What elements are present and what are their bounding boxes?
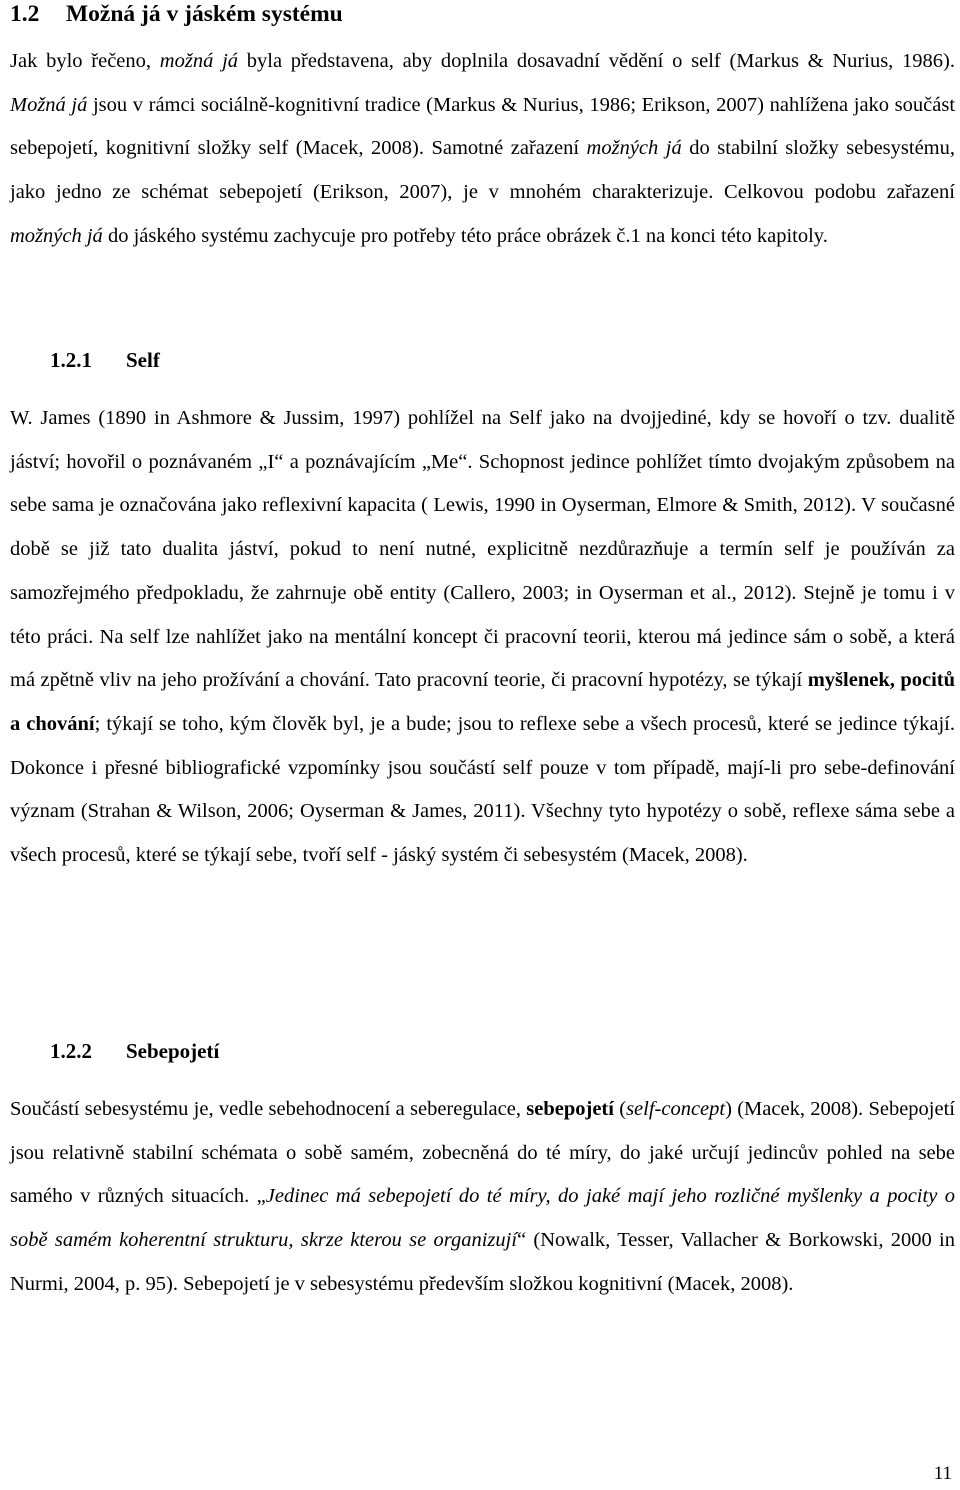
page-number: 11	[933, 1463, 952, 1484]
section-number: 1.2	[10, 1, 40, 27]
bold-term: myšlenek, pocitů a chování	[10, 669, 955, 735]
body-paragraph-sebepojeti: Součástí sebesystému je, vedle sebehodnocení a seberegulace, sebepojetí (self-concept) (Macek, 2008). Sebepojetí jsou relativně stabilní schémata o sobě samém, zobecněná do té míry, do jaké určují jedincův pohled na sebe samého v různých situacích. „Jedinec má sebepojetí do té míry, do jaké mají jeho rozličné myšlenky a pocity o sobě samém koherentní strukturu, skrze kterou se organizují“ (Nowalk, Tesser, Vallacher & Borkowski, 2000 in Nurmi, 2004, p. 95). Sebepojetí je v sebesystému především složkou kognitivní (Macek, 2008).	[10, 1098, 955, 1295]
subsection-number: 1.2.1	[50, 348, 92, 372]
emphasis-term: možných já	[586, 137, 682, 160]
quotation: Jedinec má sebepojetí do té míry, do jaké mají jeho rozličné myšlenky a pocity o sobě samém koherentní strukturu, skrze kterou se organizují	[10, 1185, 955, 1252]
emphasis-term: možných já	[10, 224, 103, 247]
emphasis-term: Možná já	[10, 93, 88, 116]
section-heading	[10, 0, 343, 29]
subsection-title: Self	[126, 348, 160, 372]
subsection-title: Sebepojetí	[126, 1039, 220, 1063]
body-paragraph-possible-selves: Jak bylo řečeno, možná já byla představena, aby doplnila dosavadní vědění o self (Markus & Nurius, 1986). Možná já jsou v rámci sociálně-kognitivní tradice (Markus & Nurius, 1986; Erikson, 2007) nahlížena jako součást sebepojetí, kognitivní složky self (Macek, 2008). Samotné zařazení možných já do stabilní složky sebesystému, jako jedno ze schémat sebepojetí (Erikson, 2007), je v mnohém charakterizuje. Celkovou podobu zařazení možných já do jáského systému zachycuje pro potřeby této práce obrázek č.1 na konci této kapitoly.	[10, 50, 956, 247]
subsection-heading-sebepojeti	[50, 1037, 219, 1065]
emphasis-term: možná já	[159, 50, 239, 72]
bold-term: sebepojetí	[526, 1098, 614, 1120]
subsection-number: 1.2.2	[50, 1039, 92, 1063]
section-title: Možná já v jáském systému	[66, 1, 343, 27]
body-paragraph-self: W. James (1890 in Ashmore & Jussim, 1997) pohlížel na Self jako na dvojjediné, kdy se hovoří o tzv. dualitě jáství; hovořil o poznávaném „I“ a poznávajícím „Me“. Schopnost jedince pohlížet tímto dvojakým způsobem na sebe sama je označována jako reflexivní kapacita ( Lewis, 1990 in Oyserman, Elmore & Smith, 2012). V současné době se již tato dualita jáství, pokud to není nutné, explicitně nezdůrazňuje a termín self je používán za samozřejmého předpokladu, že zahrnuje obě entity (Callero, 2003; in Oyserman et al., 2012). Stejně je tomu i v této práci. Na self lze nahlížet jako na mentální koncept či pracovní teorii, kterou má jedince sám o sobě, a která má zpětně vliv na jeho prožívání a chování. Tato pracovní teorie, či pracovní hypotézy, se týkají myšlenek, pocitů a chování; týkají se toho, kým člověk byl, je a bude; jsou to reflexe sebe a všech procesů, které se jedince týkají. Dokonce i přesné bibliografické vzpomínky jsou součástí self pouze v tom případě, mají-li pro sebe-definování význam (Strahan & Wilson, 2006; Oyserman & James, 2011). Všechny tyto hypotézy o sobě, reflexe sáma sebe a všech procesů, které se týkají sebe, tvoří self - jáský systém či sebesystém (Macek, 2008).	[10, 407, 955, 867]
emphasis-term: self-concept	[626, 1098, 726, 1120]
subsection-heading-self	[50, 346, 160, 374]
